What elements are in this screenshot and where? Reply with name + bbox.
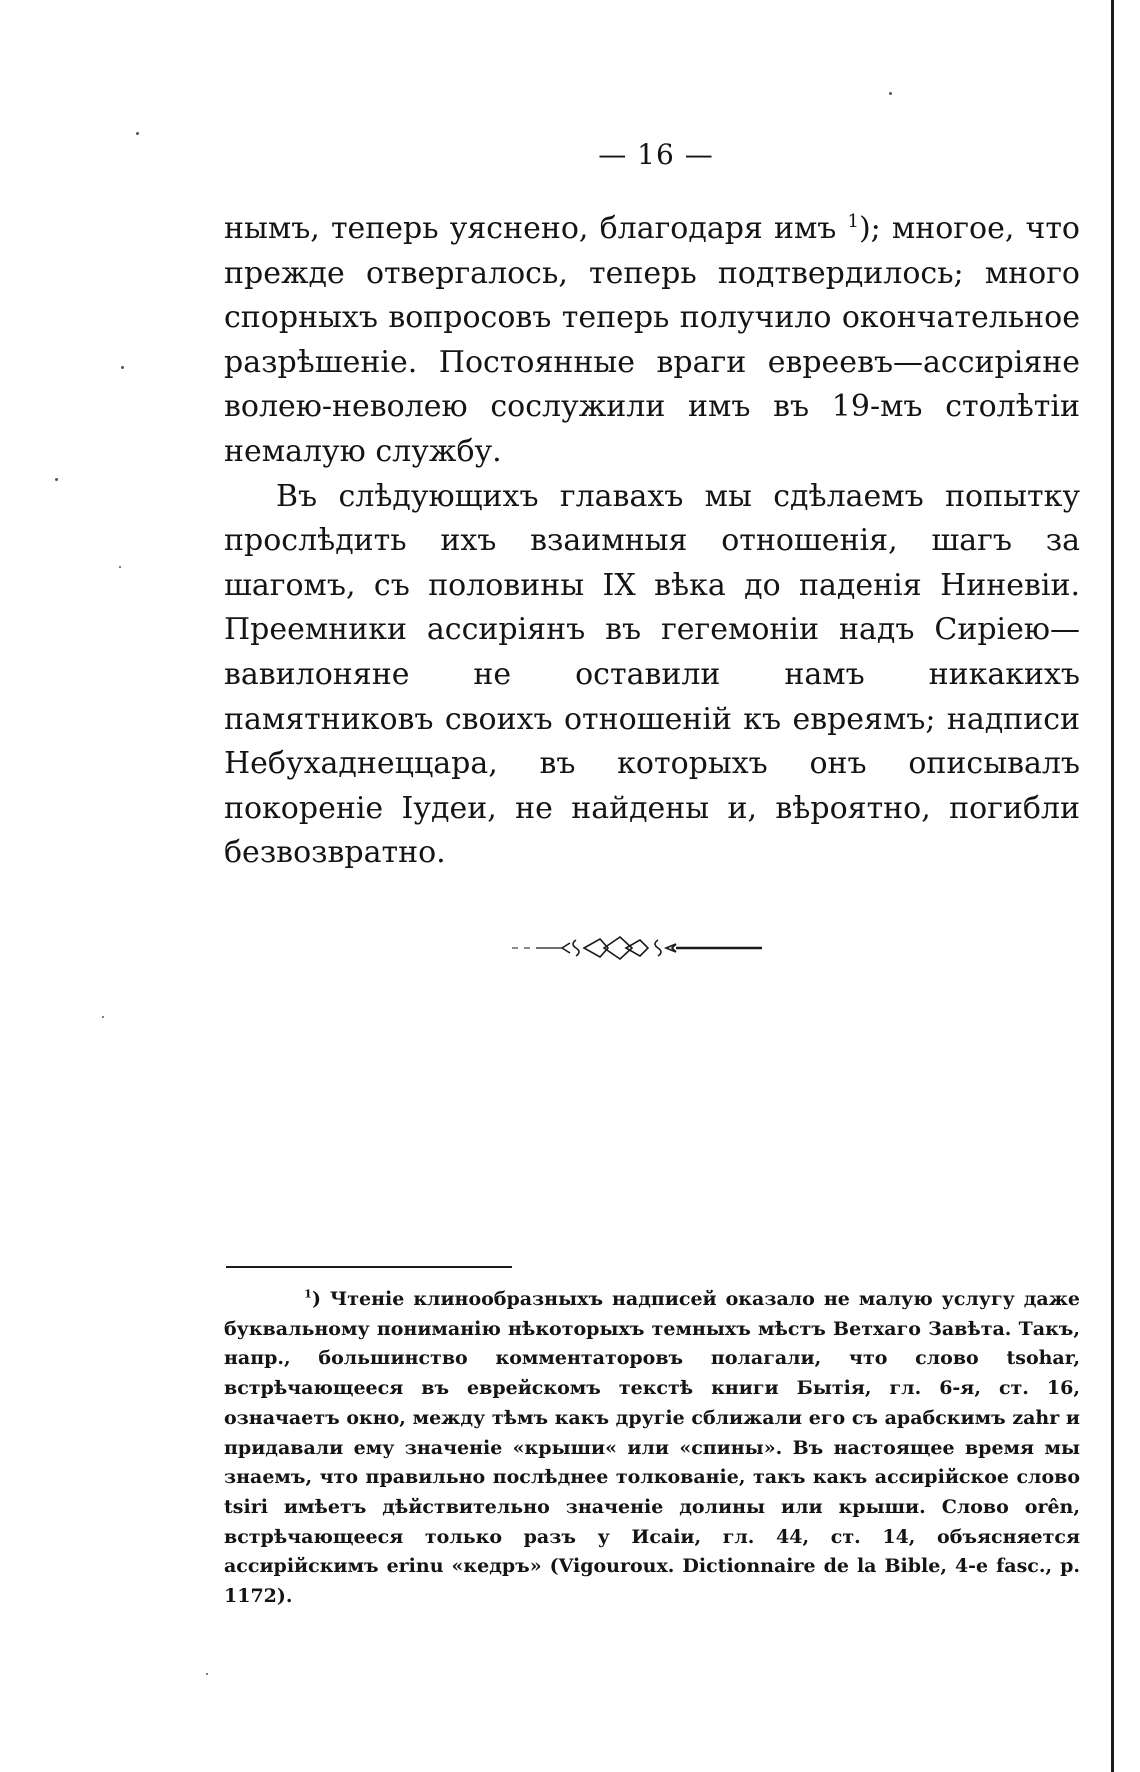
paper-speck [119, 566, 121, 568]
paper-speck [136, 132, 139, 135]
paper-speck [102, 1016, 104, 1018]
paragraph-1-start: нымъ, теперь уяснено, благодаря имъ [224, 211, 848, 246]
paragraph-1 [224, 207, 1080, 475]
paragraph-1-rest: ); многое, что прежде отвергалось, теперь подтвердилось; много спорныхъ вопросовъ теперь получило окончательное разрѣшеніе. Постоянные враги евреевъ—ассиріяне волею-неволею сослужили имъ въ 19-мъ столѣтіи немалую службу. [224, 211, 1080, 469]
body-text [224, 207, 1080, 876]
paper-speck [206, 1673, 208, 1675]
paper-speck [55, 478, 58, 481]
footnote-paragraph [224, 1285, 1080, 1612]
page-edge-rule [1111, 0, 1114, 1772]
footnote-text: ) Чтеніе клинообразныхъ надписей оказало не малую услугу даже буквальному пониманію нѣкоторыхъ темныхъ мѣстъ Ветхаго Завѣта. Такъ, напр., большинство комментаторовъ полагали, что слово tsohar, встрѣчающееся въ еврейскомъ текстѣ книги Бытія, гл. 6-я, ст. 16, означаетъ окно, между тѣмъ какъ другіе сближали его съ арабскимъ zahr и придавали ему значеніе «крыши« или «спины». Въ настоящее время мы знаемъ, что правильно послѣднее толкованіе, такъ какъ ассирійское слово tsiri имѣетъ дѣйствительно значеніе долины или крыши. Слово orên, встрѣчающееся только разъ у Исаіи, гл. 44, ст. 14, объясняется ассирійскимъ erinu «кедръ» (Vigouroux. Dictionnaire de la Bible, 4-e fasc., p. 1172). [224, 1288, 1080, 1608]
decorative-ornament [500, 930, 800, 966]
footnote-marker: 1 [304, 1286, 312, 1301]
footnote [224, 1285, 1080, 1612]
paragraph-2: Въ слѣдующихъ главахъ мы сдѣлаемъ попытку прослѣдить ихъ взаимныя отношенія, шагъ за шагомъ, съ половины IX вѣка до паденія Ниневіи. Преемники ассиріянъ въ гегемоніи надъ Сиріею—вавилоняне не оставили намъ никакихъ памятниковъ своихъ отношеній къ евреямъ; надписи Небухаднеццара, въ которыхъ онъ описывалъ покореніе Іудеи, не найдены и, вѣроятно, погибли безвозвратно. [224, 478, 1080, 871]
footnote-divider [226, 1266, 512, 1268]
paper-speck [889, 92, 892, 95]
page-number: — 16 — [598, 138, 714, 171]
footnote-reference[interactable]: 1 [847, 211, 859, 232]
paper-speck [121, 366, 124, 369]
